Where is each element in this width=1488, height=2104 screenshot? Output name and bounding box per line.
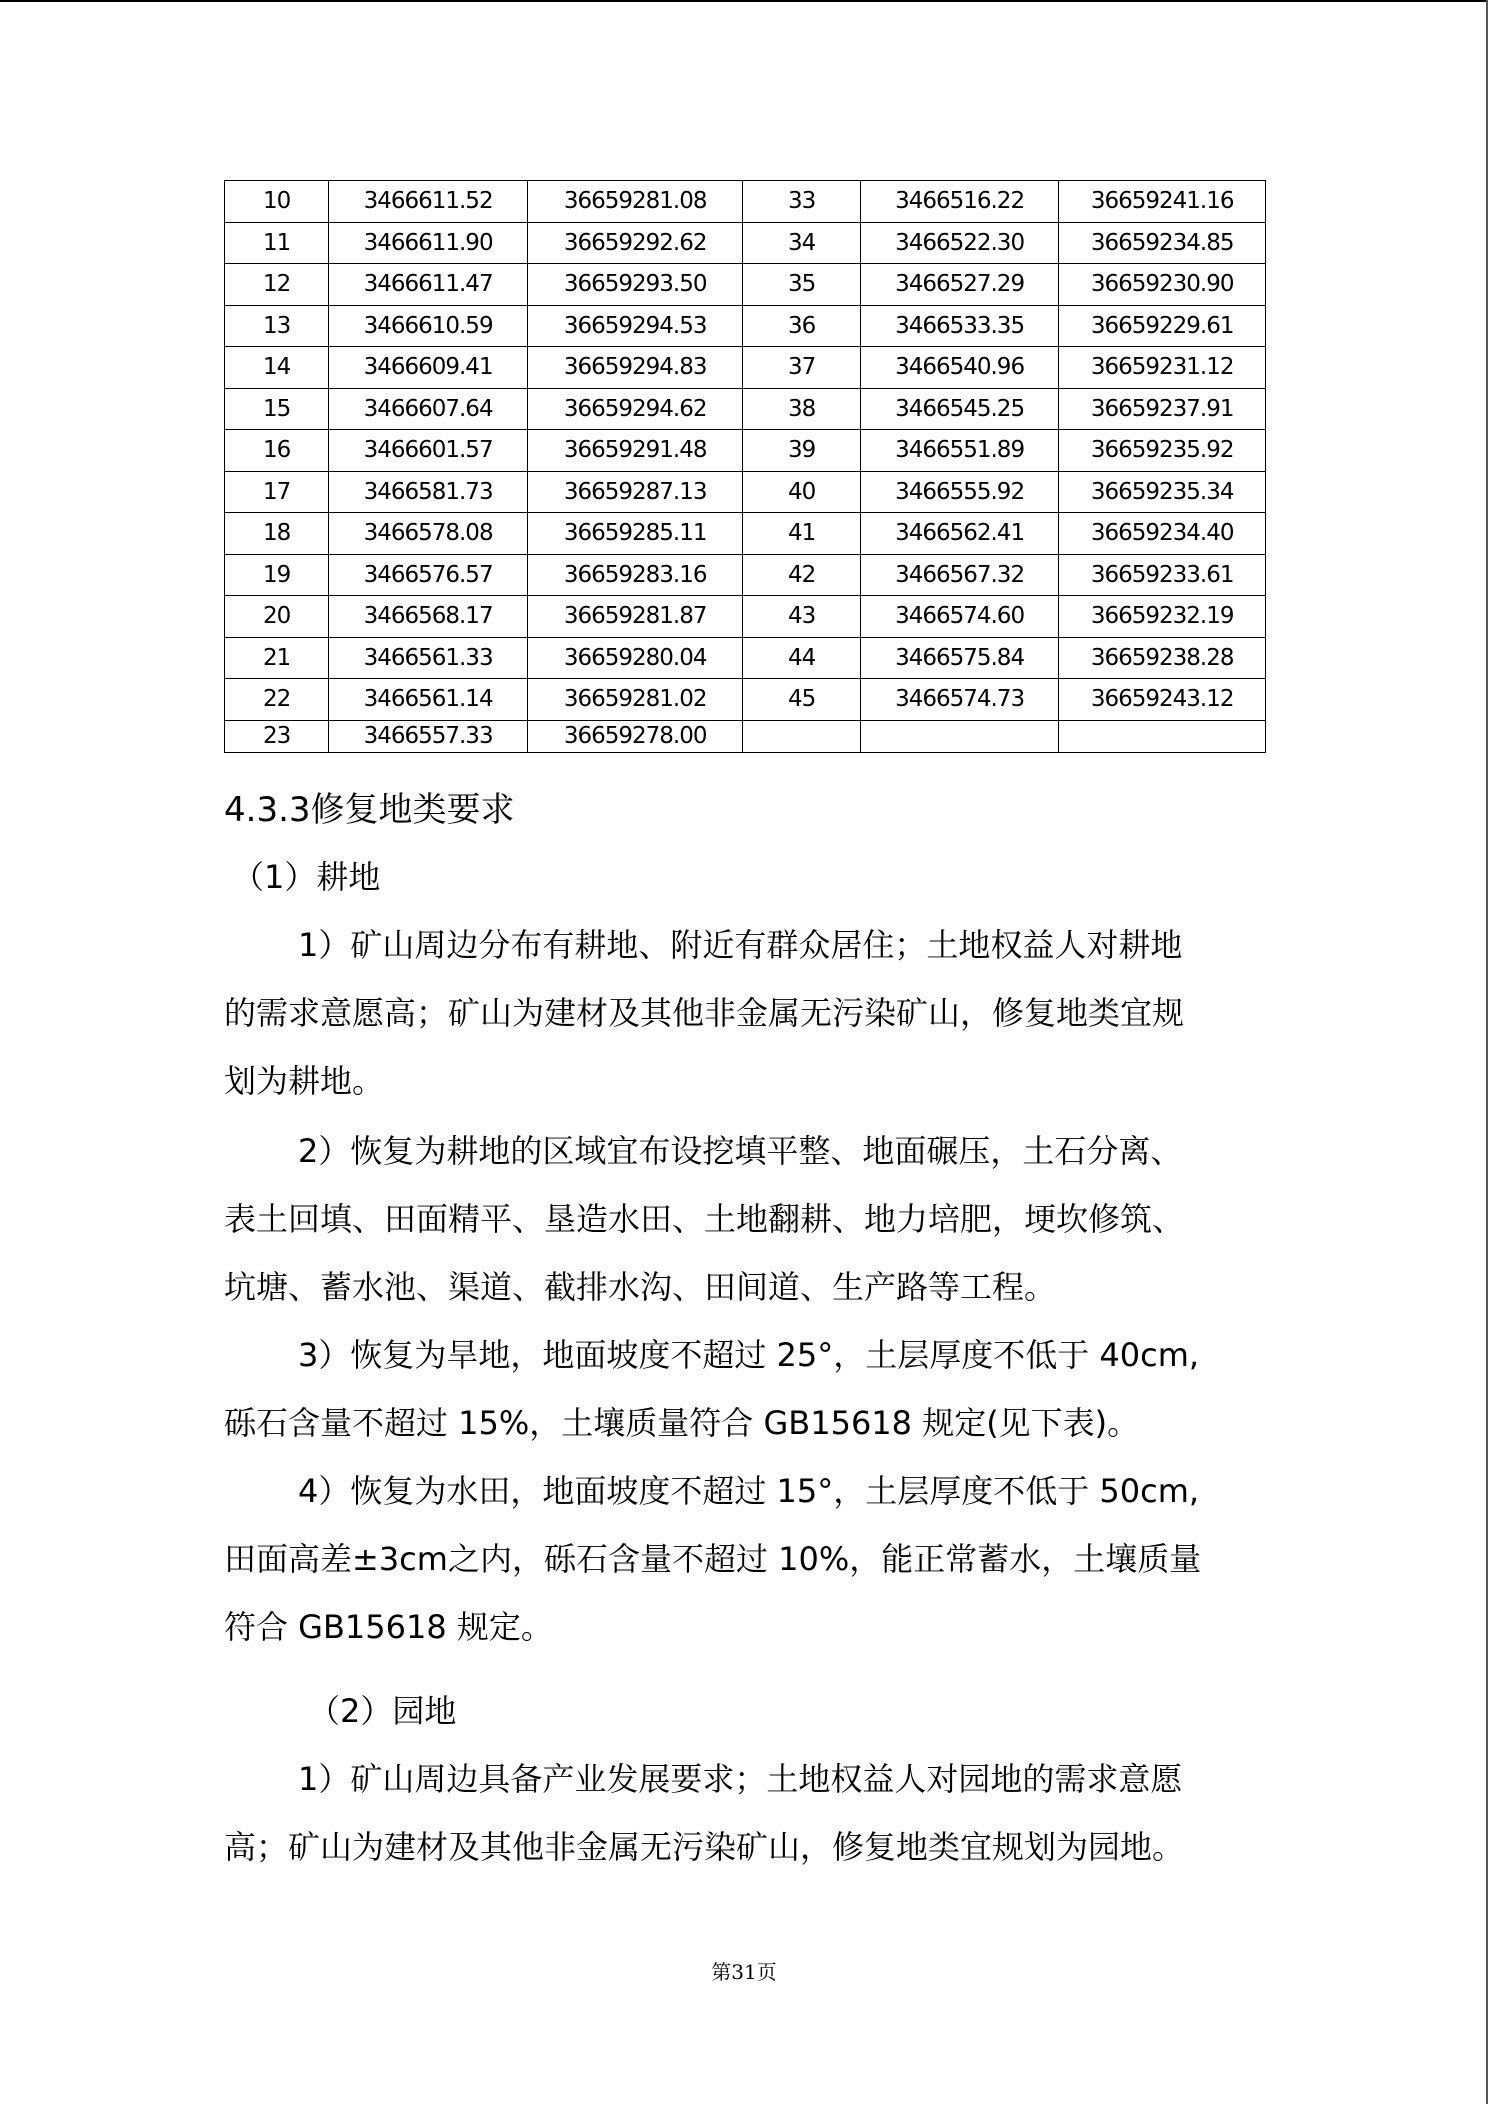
paragraph-4-line-1: 4）恢复为水田，地面坡度不超过 15°，土层厚度不低于 50cm,	[298, 1472, 1200, 1510]
table-row	[225, 637, 1266, 679]
table-cell: 14	[225, 347, 329, 389]
table-cell: 3466574.60	[860, 596, 1059, 638]
table-cell: 36659281.08	[527, 181, 743, 223]
table-cell: 18	[225, 513, 329, 555]
table-cell: 36659231.12	[1059, 347, 1266, 389]
subsection-farmland: （1）耕地	[232, 858, 381, 896]
paragraph-5-line-1: 1）矿山周边具备产业发展要求；土地权益人对园地的需求意愿	[298, 1760, 1183, 1798]
table-cell: 3466611.90	[329, 222, 528, 264]
table-cell: 36659232.19	[1059, 596, 1266, 638]
table-cell: 43	[743, 596, 860, 638]
table-cell: 3466561.14	[329, 679, 528, 721]
table-cell: 36659285.11	[527, 513, 743, 555]
table-cell: 3466568.17	[329, 596, 528, 638]
table-cell: 38	[743, 388, 860, 430]
table-row	[225, 471, 1266, 513]
coordinate-table-body	[225, 181, 1266, 753]
table-cell	[1059, 720, 1266, 752]
table-row	[225, 181, 1266, 223]
paragraph-2-line-2: 表土回填、田面精平、垦造水田、土地翻耕、地力培肥，埂坎修筑、	[224, 1200, 1185, 1238]
table-cell: 3466527.29	[860, 264, 1059, 306]
page-number: 第31页	[711, 1960, 777, 1984]
table-cell: 36659281.87	[527, 596, 743, 638]
table-cell: 40	[743, 471, 860, 513]
table-cell: 33	[743, 181, 860, 223]
table-cell: 3466561.33	[329, 637, 528, 679]
table-row	[225, 720, 1266, 752]
table-cell: 15	[225, 388, 329, 430]
table-cell: 3466601.57	[329, 430, 528, 472]
paragraph-5-line-2: 高；矿山为建材及其他非金属无污染矿山，修复地类宜规划为园地。	[224, 1828, 1185, 1866]
table-cell: 36659235.34	[1059, 471, 1266, 513]
table-cell: 17	[225, 471, 329, 513]
table-cell: 36659229.61	[1059, 305, 1266, 347]
table-cell: 41	[743, 513, 860, 555]
paragraph-3-line-1: 3）恢复为旱地，地面坡度不超过 25°，土层厚度不低于 40cm,	[298, 1336, 1200, 1374]
table-cell: 36659230.90	[1059, 264, 1266, 306]
subsection-garden: （2）园地	[308, 1692, 457, 1730]
table-cell: 10	[225, 181, 329, 223]
table-cell	[860, 720, 1059, 752]
table-cell: 36	[743, 305, 860, 347]
table-cell: 3466575.84	[860, 637, 1059, 679]
table-row	[225, 679, 1266, 721]
paragraph-3-line-2: 砾石含量不超过 15%，土壤质量符合 GB15618 规定(见下表)。	[224, 1404, 1140, 1442]
paragraph-1-line-2: 的需求意愿高；矿山为建材及其他非金属无污染矿山，修复地类宜规	[224, 994, 1185, 1032]
table-cell: 36659234.40	[1059, 513, 1266, 555]
table-cell: 36659283.16	[527, 554, 743, 596]
section-heading: 4.3.3修复地类要求	[224, 790, 515, 830]
table-cell: 3466574.73	[860, 679, 1059, 721]
table-cell: 3466555.92	[860, 471, 1059, 513]
table-cell: 11	[225, 222, 329, 264]
table-cell: 35	[743, 264, 860, 306]
table-cell: 3466611.52	[329, 181, 528, 223]
paragraph-1-line-3: 划为耕地。	[224, 1062, 385, 1100]
table-cell: 13	[225, 305, 329, 347]
table-cell: 36659235.92	[1059, 430, 1266, 472]
table-cell: 44	[743, 637, 860, 679]
table-cell: 3466581.73	[329, 471, 528, 513]
paragraph-4-line-3: 符合 GB15618 规定。	[224, 1608, 553, 1646]
table-cell: 42	[743, 554, 860, 596]
table-cell: 23	[225, 720, 329, 752]
table-cell: 36659294.83	[527, 347, 743, 389]
table-row	[225, 222, 1266, 264]
table-cell: 36659294.53	[527, 305, 743, 347]
table-row	[225, 305, 1266, 347]
table-cell: 3466610.59	[329, 305, 528, 347]
table-cell: 3466607.64	[329, 388, 528, 430]
table-cell: 36659233.61	[1059, 554, 1266, 596]
table-row	[225, 430, 1266, 472]
table-cell: 16	[225, 430, 329, 472]
table-cell: 36659280.04	[527, 637, 743, 679]
table-cell: 36659237.91	[1059, 388, 1266, 430]
table-cell: 20	[225, 596, 329, 638]
table-cell: 36659291.48	[527, 430, 743, 472]
paragraph-2-line-1: 2）恢复为耕地的区域宜布设挖填平整、地面碾压，土石分离、	[298, 1132, 1183, 1170]
table-cell: 39	[743, 430, 860, 472]
table-cell: 45	[743, 679, 860, 721]
page-top-border	[0, 0, 1488, 2]
table-cell: 36659287.13	[527, 471, 743, 513]
table-cell: 34	[743, 222, 860, 264]
table-cell: 3466609.41	[329, 347, 528, 389]
table-cell: 3466576.57	[329, 554, 528, 596]
table-cell: 19	[225, 554, 329, 596]
table-cell: 3466578.08	[329, 513, 528, 555]
table-cell: 37	[743, 347, 860, 389]
table-cell: 36659234.85	[1059, 222, 1266, 264]
table-row	[225, 388, 1266, 430]
table-cell: 36659278.00	[527, 720, 743, 752]
table-cell: 36659292.62	[527, 222, 743, 264]
table-row	[225, 596, 1266, 638]
table-cell: 36659281.02	[527, 679, 743, 721]
coordinate-table	[224, 180, 1266, 753]
table-cell: 3466522.30	[860, 222, 1059, 264]
table-cell: 3466551.89	[860, 430, 1059, 472]
table-cell: 3466516.22	[860, 181, 1059, 223]
table-row	[225, 264, 1266, 306]
table-cell: 21	[225, 637, 329, 679]
table-cell	[743, 720, 860, 752]
paragraph-2-line-3: 坑塘、蓄水池、渠道、截排水沟、田间道、生产路等工程。	[224, 1268, 1057, 1306]
table-cell: 3466533.35	[860, 305, 1059, 347]
table-cell: 36659293.50	[527, 264, 743, 306]
table-cell: 3466611.47	[329, 264, 528, 306]
table-cell: 22	[225, 679, 329, 721]
table-cell: 12	[225, 264, 329, 306]
table-cell: 3466567.32	[860, 554, 1059, 596]
paragraph-1-line-1: 1）矿山周边分布有耕地、附近有群众居住；土地权益人对耕地	[298, 926, 1183, 964]
table-row	[225, 554, 1266, 596]
table-row	[225, 347, 1266, 389]
table-row	[225, 513, 1266, 555]
table-cell: 36659243.12	[1059, 679, 1266, 721]
paragraph-4-line-2: 田面高差±3cm之内，砾石含量不超过 10%，能正常蓄水，土壤质量	[224, 1540, 1202, 1578]
table-cell: 3466540.96	[860, 347, 1059, 389]
table-cell: 3466562.41	[860, 513, 1059, 555]
table-cell: 36659241.16	[1059, 181, 1266, 223]
table-cell: 3466545.25	[860, 388, 1059, 430]
table-cell: 36659238.28	[1059, 637, 1266, 679]
table-cell: 36659294.62	[527, 388, 743, 430]
table-cell: 3466557.33	[329, 720, 528, 752]
